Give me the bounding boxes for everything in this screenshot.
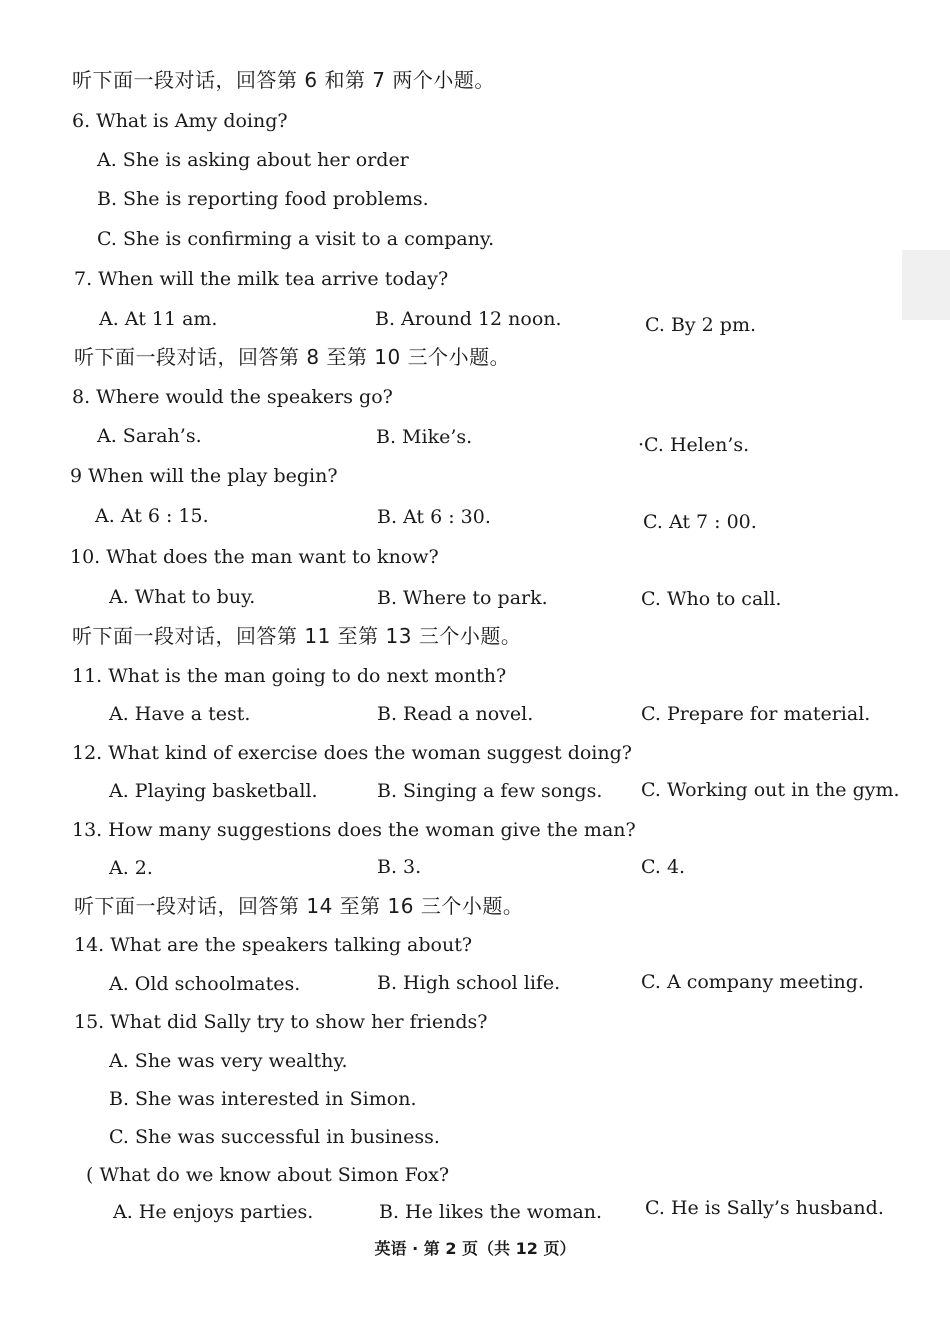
scan-edge-shadow [902, 250, 950, 320]
question-16: ( What do we know about Simon Fox? [86, 1164, 450, 1186]
q12-option-b: B. Singing a few songs. [377, 780, 603, 802]
q10-option-a: A. What to buy. [109, 586, 256, 608]
q14-option-c: C. A company meeting. [641, 971, 864, 993]
q16-option-c: C. He is Sally’s husband. [645, 1197, 884, 1219]
question-14: 14. What are the speakers talking about? [74, 934, 473, 956]
q14-option-a: A. Old schoolmates. [109, 973, 301, 995]
question-15: 15. What did Sally try to show her friends? [74, 1011, 488, 1033]
q15-option-b: B. She was interested in Simon. [109, 1088, 417, 1110]
q12-option-c: C. Working out in the gym. [641, 779, 900, 801]
q11-option-a: A. Have a test. [109, 703, 251, 725]
page-footer: 英语 · 第 2 页（共 12 页） [374, 1239, 576, 1258]
question-6: 6. What is Amy doing? [72, 110, 288, 132]
q13-option-a: A. 2. [109, 857, 153, 879]
question-9: 9 When will the play begin? [70, 465, 338, 487]
q7-option-b: B. Around 12 noon. [375, 308, 562, 330]
q9-option-c: C. At 7 : 00. [643, 511, 757, 533]
question-10: 10. What does the man want to know? [70, 546, 439, 568]
q10-option-b: B. Where to park. [377, 587, 548, 609]
q15-option-a: A. She was very wealthy. [109, 1050, 348, 1072]
question-13: 13. How many suggestions does the woman give the man? [72, 819, 636, 841]
q6-option-b: B. She is reporting food problems. [97, 188, 429, 210]
q11-option-b: B. Read a novel. [377, 703, 534, 725]
question-8: 8. Where would the speakers go? [72, 386, 393, 408]
q13-option-c: C. 4. [641, 856, 686, 878]
q12-option-a: A. Playing basketball. [109, 780, 318, 802]
q13-option-b: B. 3. [377, 856, 422, 878]
q6-option-c: C. She is confirming a visit to a company. [97, 228, 495, 250]
q7-option-c: C. By 2 pm. [645, 314, 757, 336]
section-heading: 听下面一段对话，回答第 11 至第 13 三个小题。 [72, 624, 522, 648]
q16-option-a: A. He enjoys parties. [113, 1201, 314, 1223]
q11-option-c: C. Prepare for material. [641, 703, 871, 725]
q10-option-c: C. Who to call. [641, 588, 782, 610]
question-7: 7. When will the milk tea arrive today? [74, 268, 449, 290]
question-12: 12. What kind of exercise does the woman suggest doing? [72, 742, 632, 764]
q9-option-a: A. At 6 : 15. [95, 505, 209, 527]
section-heading: 听下面一段对话，回答第 6 和第 7 两个小题。 [72, 68, 495, 92]
q16-option-b: B. He likes the woman. [379, 1201, 603, 1223]
section-heading: 听下面一段对话，回答第 14 至第 16 三个小题。 [74, 894, 524, 918]
section-heading: 听下面一段对话，回答第 8 至第 10 三个小题。 [74, 345, 511, 369]
q8-option-c: ·C. Helen’s. [638, 434, 750, 456]
q9-option-b: B. At 6 : 30. [377, 506, 491, 528]
q6-option-a: A. She is asking about her order [97, 149, 409, 171]
question-11: 11. What is the man going to do next month? [72, 665, 507, 687]
q8-option-a: A. Sarah’s. [97, 425, 202, 447]
q15-option-c: C. She was successful in business. [109, 1126, 440, 1148]
q14-option-b: B. High school life. [377, 972, 561, 994]
q8-option-b: B. Mike’s. [376, 426, 473, 448]
q7-option-a: A. At 11 am. [99, 308, 218, 330]
